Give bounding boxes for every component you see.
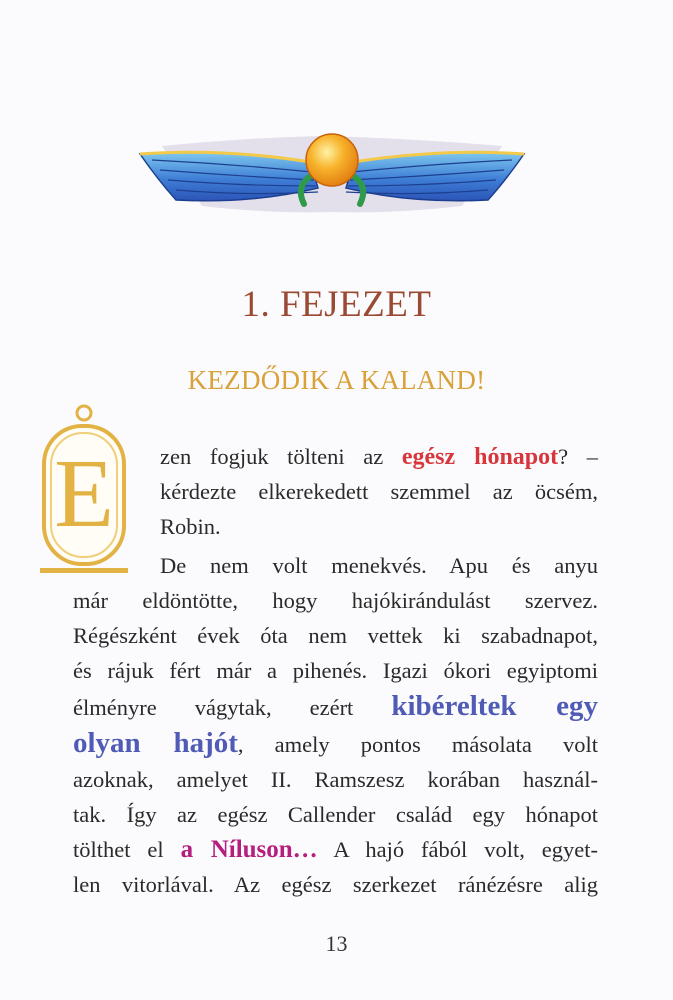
text-span: A hajó fából volt, egyet- [317,837,598,862]
text-line [73,728,598,760]
text-line: len vitorlával. Az egész szerkezet ránézésre alig [73,872,598,897]
text-line: kérdezte elkerekedett szemmel az öcsém, [160,479,598,504]
text-line: és rájuk fért már a pihenés. Igazi ókori egyiptomi [73,658,598,683]
text-span: tölthet el [73,837,181,862]
text-span: élményre vágytak, ezért [73,695,392,720]
highlight-phrase: kibéreltek egy [391,690,598,722]
highlight-phrase: egész hónapot [401,444,559,470]
text-span: zen fogjuk tölteni az [160,444,402,469]
highlight-phrase: a Níluson… [180,836,318,863]
chapter-number: 1. FEJEZET [241,284,432,325]
text-line: Robin. [160,514,221,539]
page-number: 13 [325,931,348,956]
drop-cap [36,402,132,582]
text-line: azoknak, amelyet II. Ramszesz korában használ- [73,767,598,792]
text-span: ? – [558,444,598,469]
highlight-phrase: olyan hajót [73,727,238,759]
text-line: De nem volt menekvés. Apu és anyu [160,553,598,578]
winged-sun-disc-icon [132,118,532,228]
drop-cap-letter: E [54,440,114,548]
text-line [73,835,598,865]
text-line: tak. Így az egész Callender család egy hónapot [73,802,598,827]
chapter-title: KEZDŐDIK A KALAND! [187,365,486,395]
text-span: , amely pontos másolata volt [237,732,598,757]
text-line [73,691,598,723]
text-line: Régészként évek óta nem vettek ki szabadnapot, [73,623,598,648]
text-line [160,442,598,472]
text-line: már eldöntötte, hogy hajókirándulást szervez. [73,588,598,613]
